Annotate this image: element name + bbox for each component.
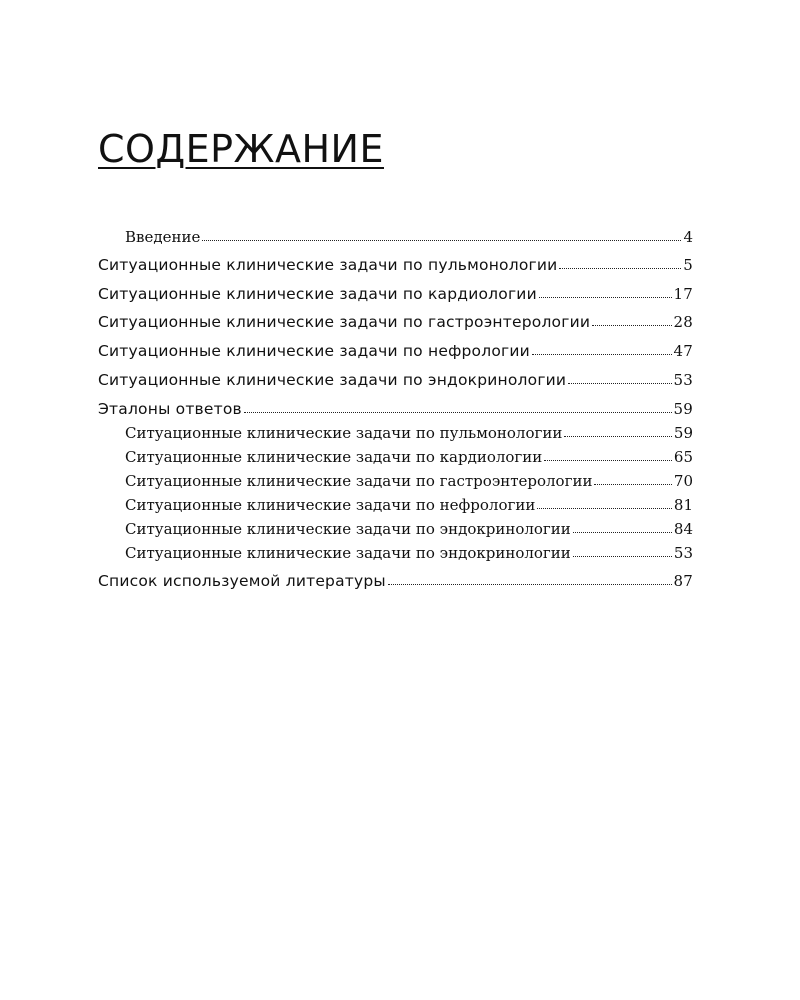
dot-leader <box>568 383 671 384</box>
toc-subentry-endocrinology[interactable] <box>125 514 693 538</box>
toc-entry-label: Ситуационные клинические задачи по гастроэнтерологии <box>98 313 591 331</box>
toc-entry-page-number: 70 <box>673 472 693 490</box>
toc-subentry-pulmonology[interactable] <box>125 418 693 442</box>
toc-entry-label: Ситуационные клинические задачи по эндокринологии <box>125 520 571 538</box>
toc-entry-label: Ситуационные клинические задачи по нефрологии <box>98 342 530 360</box>
dot-leader <box>539 297 672 298</box>
dot-leader <box>544 460 672 461</box>
toc-entry-page-number: 4 <box>683 228 693 246</box>
toc-entry-gastroenterology[interactable] <box>98 307 693 331</box>
toc-subentry-nephrology[interactable] <box>125 490 693 514</box>
dot-leader <box>532 354 672 355</box>
toc-entry-page-number: 87 <box>673 572 693 590</box>
toc-entry-label: Ситуационные клинические задачи по эндокринологии <box>98 371 567 389</box>
toc-entry-label: Ситуационные клинические задачи по кардиологии <box>98 285 537 303</box>
toc-entry-label: Список используемой литературы <box>98 572 386 590</box>
toc-subentry-gastroenterology[interactable] <box>125 466 693 490</box>
toc-entry-answer-keys[interactable] <box>98 394 693 418</box>
dot-leader <box>202 240 681 241</box>
toc-subentry-cardiology[interactable] <box>125 442 693 466</box>
toc-entry-page-number: 59 <box>673 400 693 418</box>
toc-entry-label: Введение <box>125 228 201 246</box>
toc-entry-page-number: 47 <box>673 342 693 360</box>
toc-entry-page-number: 81 <box>673 496 693 514</box>
dot-leader <box>592 325 671 326</box>
dot-leader <box>573 556 672 557</box>
toc-entry-label: Ситуационные клинические задачи по эндокринологии <box>125 544 571 562</box>
toc-entry-references[interactable] <box>98 566 693 590</box>
toc-entry-page-number: 17 <box>673 285 693 303</box>
toc-entry-page-number: 59 <box>673 424 693 442</box>
toc-entry-introduction[interactable] <box>125 222 693 246</box>
toc-entry-label: Ситуационные клинические задачи по нефрологии <box>125 496 536 514</box>
toc-entry-page-number: 28 <box>673 313 693 331</box>
toc-entry-label: Ситуационные клинические задачи по пульмонологии <box>125 424 563 442</box>
toc-entry-endocrinology[interactable] <box>98 365 693 389</box>
toc-entry-page-number: 53 <box>673 544 693 562</box>
toc-entry-label: Ситуационные клинические задачи по пульмонологии <box>98 256 558 274</box>
dot-leader <box>573 532 672 533</box>
dot-leader <box>537 508 672 509</box>
toc-entry-page-number: 5 <box>683 256 693 274</box>
toc-entry-label: Ситуационные клинические задачи по гастроэнтерологии <box>125 472 593 490</box>
toc-entry-pulmonology[interactable] <box>98 250 693 274</box>
dot-leader <box>244 412 672 413</box>
toc-entry-nephrology[interactable] <box>98 336 693 360</box>
dot-leader <box>559 268 681 269</box>
dot-leader <box>594 484 671 485</box>
dot-leader <box>388 584 672 585</box>
toc-entry-page-number: 53 <box>673 371 693 389</box>
toc-entry-page-number: 65 <box>673 448 693 466</box>
page-title: СОДЕРЖАНИЕ <box>98 127 384 171</box>
dot-leader <box>564 436 672 437</box>
toc-subentry-endocrinology-duplicate[interactable] <box>125 538 693 562</box>
toc-entry-label: Ситуационные клинические задачи по кардиологии <box>125 448 543 466</box>
toc-entry-label: Эталоны ответов <box>98 400 242 418</box>
toc-entry-page-number: 84 <box>673 520 693 538</box>
toc-entry-cardiology[interactable] <box>98 279 693 303</box>
